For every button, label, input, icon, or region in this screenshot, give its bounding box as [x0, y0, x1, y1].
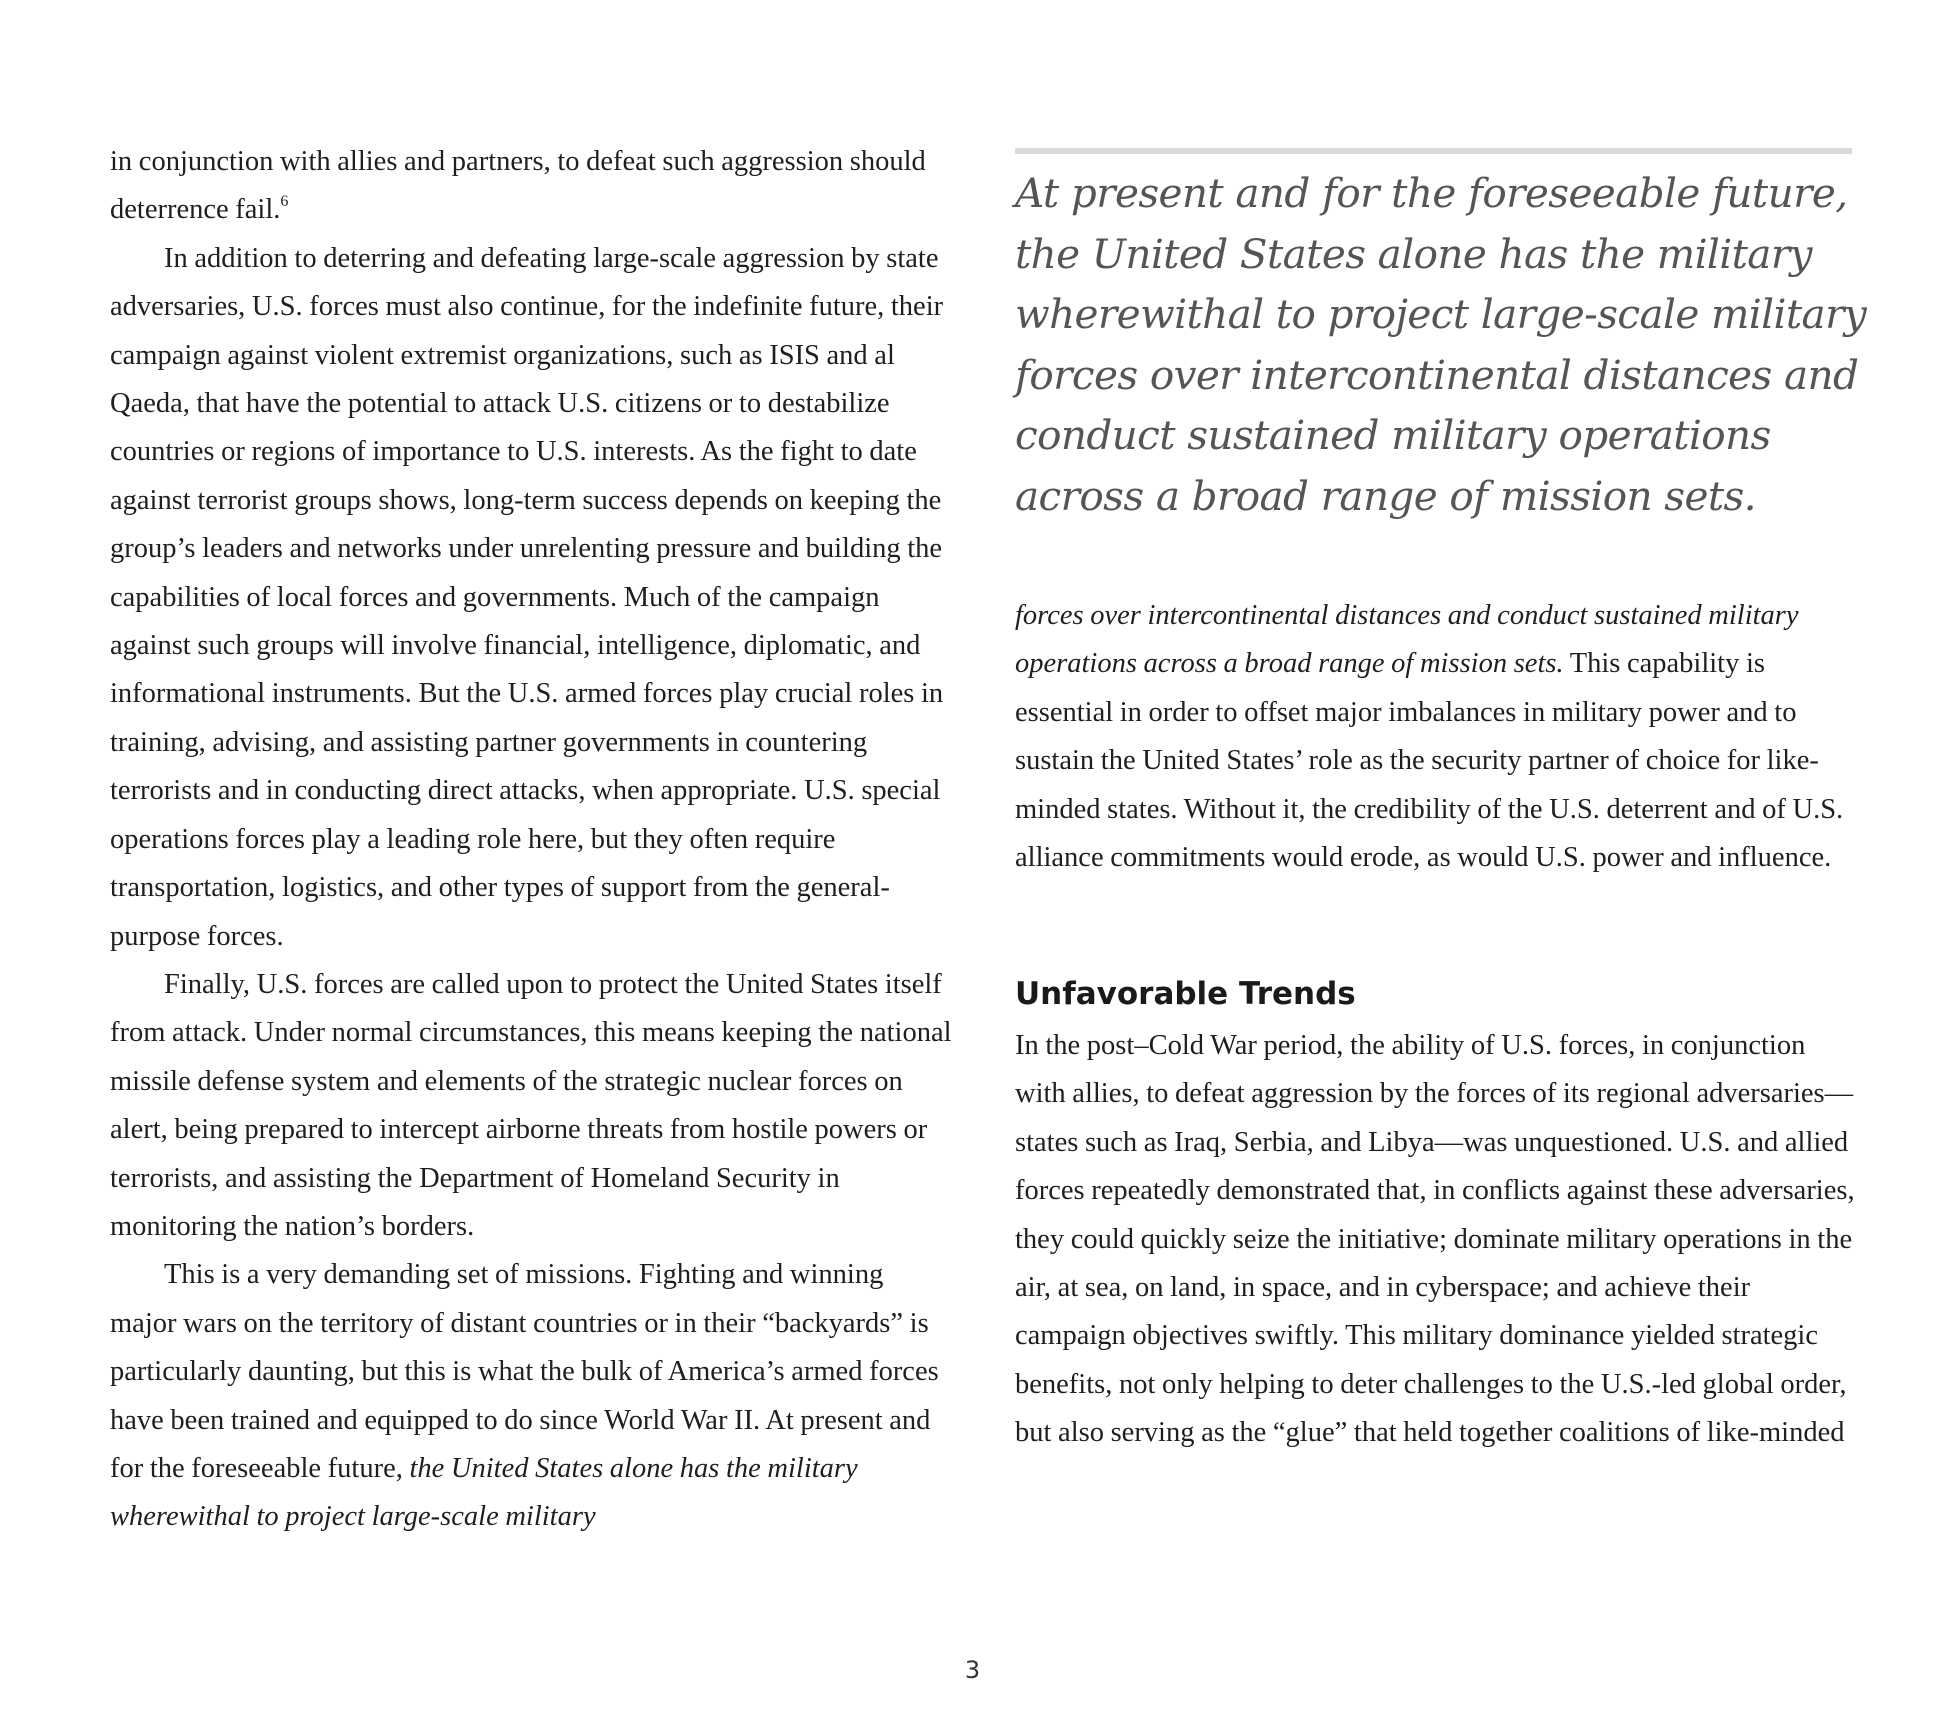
paragraph: [110, 138, 955, 235]
left-column: [110, 138, 955, 1542]
pull-quote-rule: [1015, 148, 1852, 154]
right-column: [1015, 592, 1855, 882]
paragraph: [1015, 592, 1855, 882]
paragraph: Finally, U.S. forces are called upon to protect the United States itself from attack. Under normal circumstances, this means keeping the national missile defense system and elements of the strategic nuclear forces on alert, being prepared to intercept airborne threats from hostile powers or terrorists, and assisting the Department of Homeland Security in monitoring the nation’s borders.: [110, 968, 952, 1242]
emphasized-text: the United States alone has the military wherewithal to project large-scale military: [110, 1452, 858, 1533]
paragraph-text: This capability is essential in order to offset major imbalances in military power and to sustain the United States’ role as the security partner of choice for like-minded states. Without it, the credibility of the U.S. deterrent and of U.S. alliance commitments would erode, as would U.S. power and influence.: [1015, 648, 1844, 874]
paragraph-text: This is a very demanding set of missions. Fighting and winning major wars on the territory of distant countries or in their “backyards” is particularly daunting, but this is what the bulk of America’s armed forces have been trained and equipped to do since World War II. At present and for the foreseeable future,: [110, 1259, 939, 1484]
page-number: 3: [964, 1656, 981, 1684]
emphasized-text: forces over intercontinental distances and conduct sustained military operations across a broad range of mission sets.: [1015, 600, 1799, 680]
right-column-section: [1015, 1022, 1860, 1458]
pull-quote: At present and for the foreseeable future, the United States alone has the military wherewithal to project large-scale military forces over intercontinental distances and conduct sustained military operations across a broad range of mission sets.: [1015, 169, 1867, 520]
footnote-marker[interactable]: 6: [280, 193, 289, 211]
paragraph: [110, 1251, 955, 1541]
paragraph-text: in conjunction with allies and partners, to defeat such aggression should deterrence fail.: [110, 146, 926, 226]
section-heading: Unfavorable Trends: [1015, 976, 1356, 1012]
paragraph: In the post–Cold War period, the ability of U.S. forces, in conjunction with allies, to defeat aggression by the forces of its regional adversaries—states such as Iraq, Serbia, and Libya—was unquestioned. U.S. and allied forces repeatedly demonstrated that, in conflicts against these adversaries, they could quickly seize the initiative; dominate military operations in the air, at sea, on land, in space, and in cyberspace; and achieve their campaign objectives swiftly. This military dominance yielded strategic benefits, not only helping to deter challenges to the U.S.-led global order, but also serving as the “glue” that held together coalitions of like-minded: [1015, 1030, 1855, 1449]
paragraph: In addition to deterring and defeating large-scale aggression by state adversaries, U.S. forces must also continue, for the indefinite future, their campaign against violent extremist organizations, such as ISIS and al Qaeda, that have the potential to attack U.S. citizens or to destabilize countries or regions of importance to U.S. interests. As the fight to date against terrorist groups shows, long-term success depends on keeping the group’s leaders and networks under unrelenting pressure and building the capabilities of local forces and governments. Much of the campaign against such groups will involve financial, intelligence, diplomatic, and informational instruments. But the U.S. armed forces play crucial roles in training, advising, and assisting partner governments in countering terrorists and in conducting direct attacks, when appropriate. U.S. special operations forces play a leading role here, but they often require transportation, logistics, and other types of support from the general-purpose forces.: [110, 242, 944, 952]
